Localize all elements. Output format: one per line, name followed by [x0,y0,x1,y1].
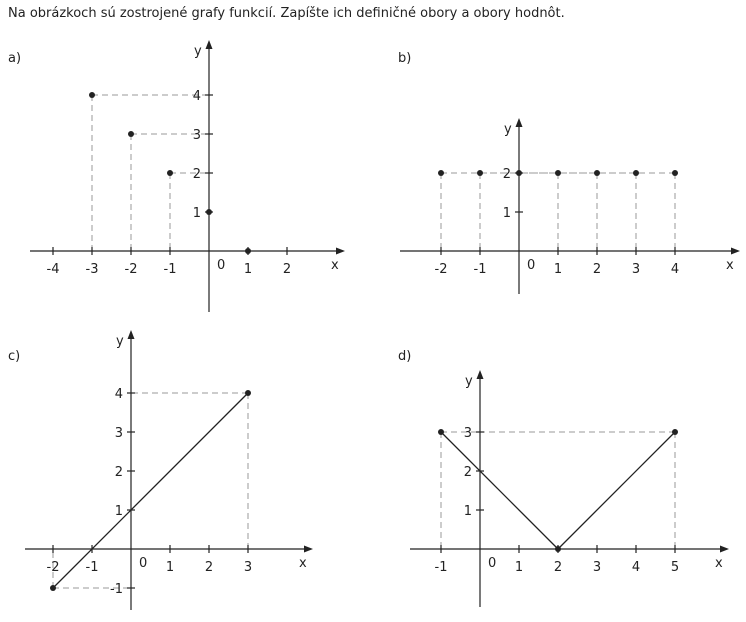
y-tick-label: 4 [114,387,123,402]
panel-b [398,51,740,294]
panel-label: a) [8,51,22,66]
x-tick-label: -1 [473,262,487,277]
x-tick-label: 4 [631,560,641,575]
panel-label: d) [398,349,412,364]
panel-a [8,40,345,312]
x-tick-label: -2 [434,262,448,277]
graph-segment [441,432,558,549]
x-tick-label: 3 [592,560,602,575]
x-axis-label: x [715,556,723,571]
data-point [594,170,600,176]
y-tick-label: 1 [192,206,201,221]
data-point [438,429,444,435]
y-tick-label: 2 [192,167,201,182]
y-axis-arrow-icon [516,118,523,127]
origin-label: 0 [488,556,497,571]
data-point [128,131,134,137]
x-tick-label: -3 [85,262,99,277]
x-axis-arrow-icon [336,248,345,255]
y-axis-label: y [504,122,512,137]
y-tick-label: 3 [463,426,472,441]
data-point [555,170,561,176]
x-tick-label: 2 [553,560,563,575]
x-axis-label: x [726,258,734,273]
x-tick-label: 1 [514,560,524,575]
x-tick-label: -4 [46,262,60,277]
panel-label: b) [398,51,412,66]
y-tick-label: 2 [114,465,123,480]
x-axis-arrow-icon [720,546,729,553]
y-tick-label: 2 [463,465,472,480]
data-point [516,170,522,176]
y-tick-label: -1 [110,582,123,597]
data-point [672,429,678,435]
y-axis-arrow-icon [206,40,213,49]
x-tick-label: 2 [204,560,214,575]
panel-d [398,349,729,607]
x-axis-arrow-icon [304,546,313,553]
y-axis-arrow-icon [477,370,484,379]
graph-segment [558,432,675,549]
y-axis-label: y [194,44,202,59]
data-point [167,170,173,176]
x-axis-label: x [331,258,339,273]
x-tick-label: 5 [670,560,680,575]
x-tick-label: 3 [243,560,253,575]
graph-segment [53,393,248,588]
y-tick-label: 3 [114,426,123,441]
x-axis-arrow-icon [731,248,740,255]
x-tick-label: 3 [631,262,641,277]
y-tick-label: 1 [463,504,472,519]
origin-label: 0 [139,556,148,571]
x-tick-label: -1 [434,560,448,575]
x-tick-label: 1 [165,560,175,575]
y-tick-label: 4 [192,89,201,104]
origin-label: 0 [217,258,226,273]
x-tick-label: 1 [553,262,563,277]
data-point [672,170,678,176]
data-point [89,92,95,98]
y-axis-label: y [116,334,124,349]
x-tick-label: -2 [46,560,60,575]
y-axis-label: y [465,374,473,389]
data-point [206,209,212,215]
y-tick-label: 2 [502,167,511,182]
x-tick-label: 2 [592,262,602,277]
data-point [245,248,251,254]
x-tick-label: 4 [670,262,680,277]
x-axis-label: x [299,556,307,571]
x-tick-label: 1 [243,262,253,277]
data-point [50,585,56,591]
task-instruction: Na obrázkoch sú zostrojené grafy funkcií. Zapíšte ich definičné obory a obory hodnôt. [8,6,565,21]
panel-label: c) [8,349,21,364]
data-point [633,170,639,176]
x-tick-label: -2 [124,262,138,277]
y-tick-label: 1 [502,206,511,221]
x-tick-label: -1 [85,560,99,575]
data-point [555,546,561,552]
y-tick-label: 1 [114,504,123,519]
y-axis-arrow-icon [128,330,135,339]
y-tick-label: 3 [192,128,201,143]
data-point [438,170,444,176]
x-tick-label: 2 [282,262,292,277]
x-tick-label: -1 [163,262,177,277]
origin-label: 0 [527,258,536,273]
panel-c [8,330,313,610]
data-point [477,170,483,176]
data-point [245,390,251,396]
